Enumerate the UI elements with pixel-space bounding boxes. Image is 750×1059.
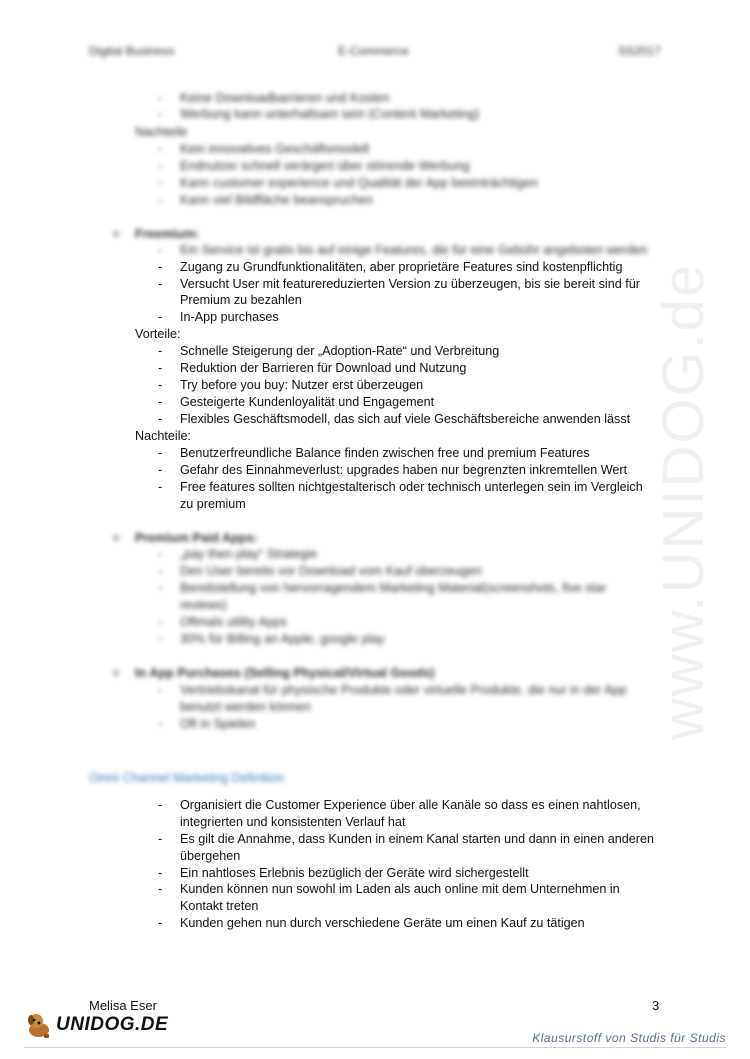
- bullet-dash: -: [158, 107, 163, 121]
- text-line: Keine Downloadbarrieren und Kosten: [180, 91, 390, 105]
- bullet-circle: o: [113, 532, 120, 544]
- section-heading: Omni Channel Marketing Definition: [89, 771, 285, 785]
- bullet-dash: -: [158, 159, 163, 173]
- unidog-logo[interactable]: [24, 1010, 168, 1040]
- page-number: 3: [652, 998, 660, 1013]
- text-line: Vertriebskanal für physische Produkte oder virtuelle Produkte, die nur in der App: [180, 683, 627, 697]
- header-left: Digital Business: [89, 44, 175, 58]
- text-line: Nachteile: [135, 125, 188, 139]
- text-line: Premium zu bezahlen: [180, 293, 302, 307]
- text-line: Kontakt treten: [180, 899, 259, 913]
- header-right: SS2017: [618, 44, 661, 58]
- text-line: Reduktion der Barrieren für Download und Nutzung: [180, 361, 467, 375]
- text-line: Kunden können nun sowohl im Laden als auch online mit dem Unternehmen in: [180, 882, 620, 896]
- bullet-dash: -: [158, 446, 163, 460]
- footer-divider: [24, 1047, 726, 1048]
- text-line: Benutzerfreundliche Balance finden zwischen free und premium Features: [180, 446, 590, 460]
- text-line: benutzt werden können: [180, 700, 311, 714]
- bullet-dash: -: [158, 615, 163, 629]
- text-line: „pay then play“ Strategie: [180, 547, 318, 561]
- text-line: Schnelle Steigerung der „Adoption-Rate“ und Verbreitung: [180, 344, 500, 358]
- text-line: Nachteile:: [135, 429, 192, 443]
- bullet-dash: -: [158, 378, 163, 392]
- bullet-dash: -: [158, 260, 163, 274]
- text-line: Gefahr des Einnahmeverlust: upgrades haben nur begrenzten inkremtellen Wert: [180, 463, 628, 477]
- text-line: Oftmals utility Apps: [180, 615, 288, 629]
- subsection-title: Freemium:: [135, 227, 200, 241]
- text-line: übergehen: [180, 849, 241, 863]
- bullet-dash: -: [158, 882, 163, 896]
- text-line: Ein nahtloses Erlebnis bezüglich der Geräte wird sichergestellt: [180, 866, 529, 880]
- text-line: Versucht User mit featurereduzierten Version zu überzeugen, bis sie bereit sind für: [180, 277, 640, 291]
- text-line: Zugang zu Grundfunktionalitäten, aber proprietäre Features sind kostenpflichtig: [180, 260, 623, 274]
- text-line: zu premium: [180, 497, 246, 511]
- bullet-dash: -: [158, 683, 163, 697]
- bullet-dash: -: [158, 564, 163, 578]
- bullet-dash: -: [158, 395, 163, 409]
- bullet-dash: -: [158, 243, 163, 257]
- bullet-dash: -: [158, 361, 163, 375]
- watermark-text: www.UNIDOG.de: [651, 262, 716, 740]
- text-line: Endnutzer schnell verärgert über störende Werbung: [180, 159, 470, 173]
- text-line: Ein Service ist gratis bis auf einige Features, die für eine Gebühr angeboten werden: [180, 243, 648, 257]
- text-line: 30% für Billing an Apple, google play: [180, 632, 385, 646]
- footer-author: Melisa Eser: [89, 998, 157, 1013]
- text-line: Bereitstellung von hervorragendem Marketing Material(screenshots, five star: [180, 581, 607, 595]
- bullet-dash: -: [158, 632, 163, 646]
- bullet-dash: -: [158, 277, 163, 291]
- bullet-dash: -: [158, 916, 163, 930]
- dog-icon: [24, 1010, 54, 1040]
- text-line: Gesteigerte Kundenloyalität und Engagement: [180, 395, 435, 409]
- bullet-dash: -: [158, 142, 163, 156]
- text-line: Try before you buy: Nutzer erst überzeugen: [180, 378, 424, 392]
- text-line: In-App purchases: [180, 310, 279, 324]
- text-line: Kein innovatives Geschäftsmodell: [180, 142, 370, 156]
- text-line: Es gilt die Annahme, dass Kunden in einem Kanal starten und dann in einen anderen: [180, 832, 654, 846]
- subsection-title: In App Purchases (Selling Physical/Virtual Goods): [135, 666, 435, 680]
- bullet-dash: -: [158, 547, 163, 561]
- bullet-dash: -: [158, 798, 163, 812]
- text-line: Oft in Spielen: [180, 717, 256, 731]
- text-line: Organisiert die Customer Experience über alle Kanäle so dass es einen nahtlosen,: [180, 798, 641, 812]
- tagline: Klausurstoff von Studis für Studis: [532, 1031, 726, 1045]
- bullet-dash: -: [158, 581, 163, 595]
- text-line: Vorteile:: [135, 327, 181, 341]
- text-line: Kunden gehen nun durch verschiedene Geräte um einen Kauf zu tätigen: [180, 916, 585, 930]
- bullet-dash: -: [158, 866, 163, 880]
- subsection-title: Premium Paid Apps:: [135, 531, 258, 545]
- bullet-dash: -: [158, 412, 163, 426]
- bullet-dash: -: [158, 832, 163, 846]
- text-line: reviews): [180, 598, 227, 612]
- bullet-circle: o: [113, 667, 120, 679]
- header-center: E-Commerce: [338, 44, 409, 58]
- text-line: Kann viel Bildfläche beanspruchen: [180, 193, 374, 207]
- bullet-dash: -: [158, 176, 163, 190]
- bullet-dash: -: [158, 463, 163, 477]
- bullet-dash: -: [158, 91, 163, 105]
- bullet-dash: -: [158, 310, 163, 324]
- text-line: Den User bereits vor Download vom Kauf überzeugen: [180, 564, 482, 578]
- bullet-dash: -: [158, 717, 163, 731]
- bullet-dash: -: [158, 480, 163, 494]
- bullet-circle: o: [113, 228, 120, 240]
- text-line: Werbung kann unterhaltsam sein (Content Marketing): [180, 107, 480, 121]
- text-line: Free features sollten nichtgestalterisch oder technisch unterlegen sein im Vergleich: [180, 480, 643, 494]
- text-line: Kann customer experience und Qualität der App beeinträchtigen: [180, 176, 538, 190]
- bullet-dash: -: [158, 193, 163, 207]
- text-line: integrierten und konsistenten Verlauf hat: [180, 815, 406, 829]
- logo-text: UNIDOG.DE: [56, 1014, 169, 1035]
- text-line: Flexibles Geschäftsmodell, das sich auf viele Geschäftsbereiche anwenden lässt: [180, 412, 631, 426]
- bullet-dash: -: [158, 344, 163, 358]
